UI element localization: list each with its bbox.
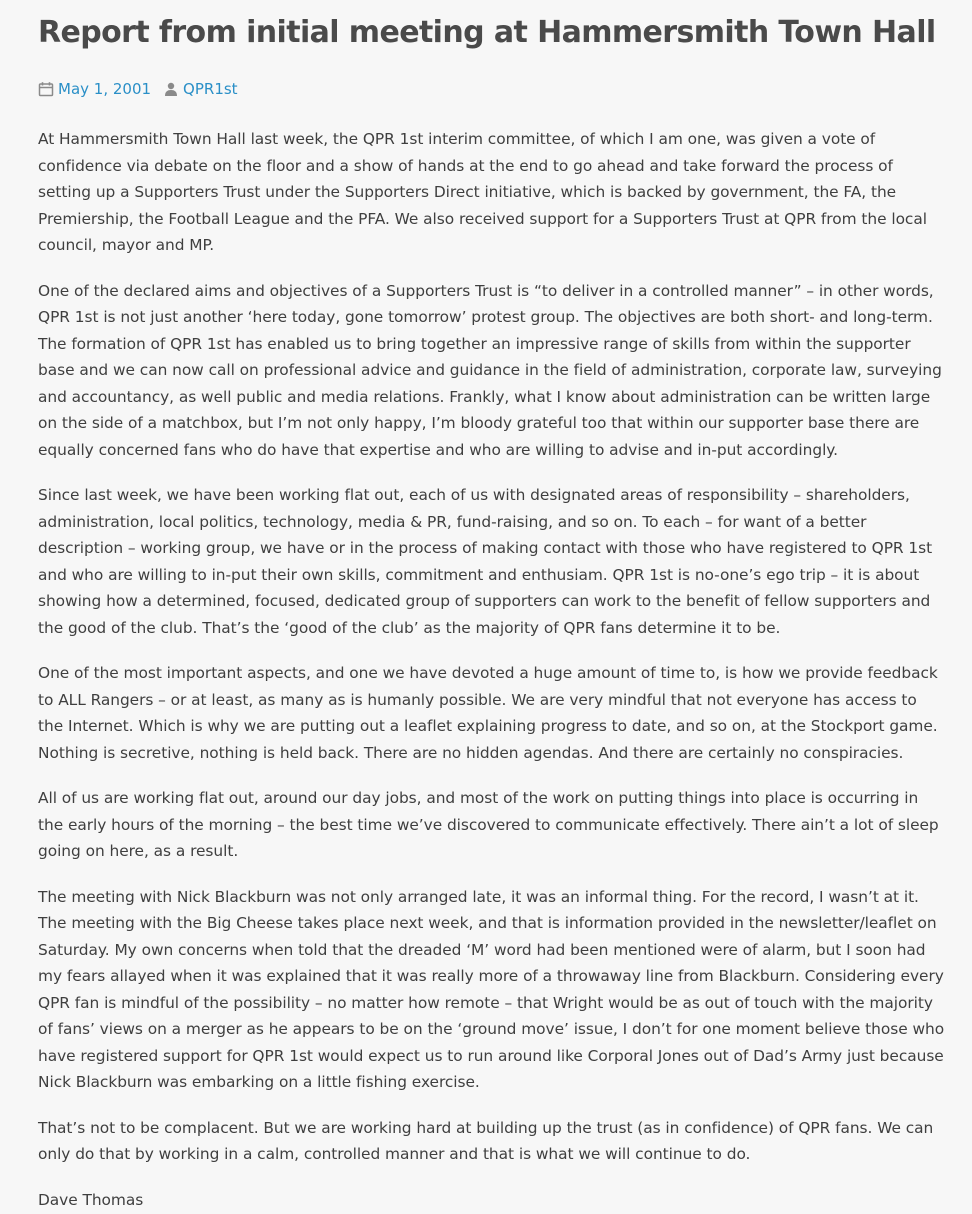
user-icon (163, 81, 179, 97)
post-date-link[interactable]: May 1, 2001 (58, 80, 152, 98)
page-title: Report from initial meeting at Hammersmith Town Hall (38, 15, 936, 50)
paragraph-2: One of the declared aims and objectives of a Supporters Trust is “to deliver in a controlled manner” – in other words, QPR 1st is not just another ‘here today, gone tomorrow’ protest group. The objectives are both short- and long-term. The formation of QPR 1st has enabled us to bring together an impressive range of skills from within the supporter base and we can now call on professional advice and guidance in the field of administration, corporate law, surveying and accountancy, as well public and media relations. Frankly, what I know about administration can be written large on the side of a matchbox, but I’m not only happy, I’m bloody grateful too that within our supporter base there are equally concerned fans who do have that expertise and who are willing to advise and in-put accordingly. (38, 281, 942, 459)
paragraph-5: All of us are working flat out, around our day jobs, and most of the work on putting things into place is occurring in the early hours of the morning – the best time we’ve discovered to communicate effectively. There ain’t a lot of sleep going on here, as a result. (38, 789, 939, 860)
paragraph-6: The meeting with Nick Blackburn was not only arranged late, it was an informal thing. For the record, I wasn’t at it. The meeting with the Big Cheese takes place next week, and that is information provided in the newsletter/leaflet on Saturday. My own concerns when told that the dreaded ‘M’ word had been mentioned were of alarm, but I soon had my fears allayed when it was explained that it was really more of a throwaway line from Blackburn. Considering every QPR fan is mindful of the possibility – no matter how remote – that Wright would be as out of touch with the majority of fans’ views on a merger as he appears to be on the ‘ground move’ issue, I don’t for one moment believe those who have registered support for QPR 1st would expect us to run around like Corporal Jones out of Dad’s Army just because Nick Blackburn was embarking on a little fishing exercise. (38, 887, 945, 1091)
paragraph-7: That’s not to be complacent. But we are working hard at building up the trust (as in confidence) of QPR fans. We can only do that by working in a calm, controlled manner and that is what we will continue to do. (38, 1118, 934, 1163)
post-author-link[interactable]: QPR1st (183, 80, 238, 98)
article-body (38, 126, 946, 1213)
calendar-icon (38, 81, 54, 97)
paragraph-4: One of the most important aspects, and one we have devoted a huge amount of time to, is how we provide feedback to ALL Rangers – or at least, as many as is humanly possible. We are very mindful that not everyone has access to the Internet. Which is why we are putting out a leaflet explaining progress to date, and so on, at the Stockport game. Nothing is secretive, nothing is held back. There are no hidden agendas. And there are certainly no conspiracies. (38, 664, 938, 762)
paragraph-1: At Hammersmith Town Hall last week, the QPR 1st interim committee, of which I am one, was given a vote of confidence via debate on the floor and a show of hands at the end to go ahead and take forward the process of setting up a Supporters Trust under the Supporters Direct initiative, which is backed by government, the FA, the Premiership, the Football League and the PFA. We also received support for a Supporters Trust at QPR from the local council, mayor and MP. (38, 130, 927, 254)
paragraph-3: Since last week, we have been working flat out, each of us with designated areas of responsibility – shareholders, administration, local politics, technology, media & PR, fund-raising, and so on. To each – for want of a better description – working group, we have or in the process of making contact with those who have registered to QPR 1st and who are willing to in-put their own skills, commitment and enthusiam. QPR 1st is no-one’s ego trip – it is about showing how a determined, focused, dedicated group of supporters can work to the benefit of fellow supporters and the good of the club. That’s the ‘good of the club’ as the majority of QPR fans determine it to be. (38, 486, 933, 637)
post-meta (38, 78, 946, 100)
article (0, 14, 972, 1213)
signature: Dave Thomas (38, 1190, 144, 1209)
post-author (163, 78, 238, 100)
